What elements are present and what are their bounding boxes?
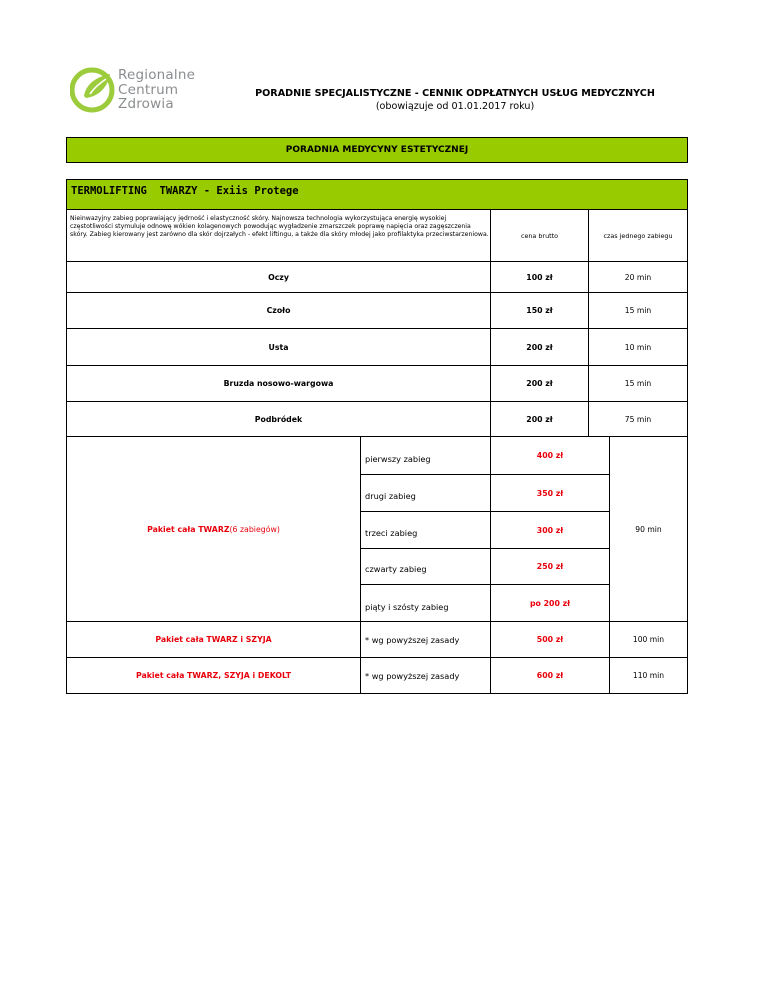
logo-line: Regionalne [118,67,196,83]
leaf-logo-icon [70,66,118,114]
package-name [67,437,360,621]
treatment-price: 200 zł [526,342,553,352]
stage-price: 300 zł [536,525,564,535]
stage-price: 350 zł [536,488,564,498]
logo-line: Zdrowia [118,96,174,112]
treatment-price: 200 zł [526,414,553,424]
document-subtitle: (obowiązuje od 01.01.2017 roku) [375,101,535,112]
service-description: Nieinwazyjny zabieg poprawiający jędrność i elastyczność skóry. Najnowsza technologia wykorzystująca energię wysokiej częstotliwości stymuluje odnowę wókien kolagenowych powodując wygładzenie zmarszczek poprawę napięcia oraz zagęszczenia skóry. Zabieg kierowany jest zarówno dla skór dojrzałych - efekt liftingu, a także dla skóry młodej jako profilaktyka przeciwstarzeniowa. [70,215,489,238]
column-header-price: cena brutto [520,231,559,240]
package-name: Pakiet cała TWARZ, SZYJA i DEKOLT [135,671,292,680]
treatment-name: Podbródek [254,414,303,424]
treatment-time: 20 min [624,272,652,282]
stage-label: piąty i szósty zabieg [365,602,449,612]
treatment-name: Usta [268,342,289,352]
treatment-name: Bruzda nosowo-wargowa [223,379,334,388]
package-note: * wg powyższej zasady [365,670,460,681]
treatment-time: 75 min [624,414,652,424]
stage-label: czwarty zabieg [365,564,427,574]
stage-label: trzeci zabieg [365,527,418,538]
service-heading: TERMOLIFTING TWARZY - Exiis Protege [66,179,688,210]
package-name: Pakiet cała TWARZ i SZYJA [155,635,272,644]
treatment-name: Czoło [266,306,291,315]
package-time: 110 min [632,671,665,680]
treatment-price: 150 zł [526,306,553,315]
stage-label: pierwszy zabieg [365,453,431,464]
package-price: 600 zł [536,671,564,680]
treatment-time: 15 min [624,379,652,388]
treatment-price: 200 zł [526,379,553,388]
column-header-time: czas jednego zabiegu [603,231,673,240]
package-name-bold: Pakiet cała TWARZ [147,524,230,534]
stage-price: 400 zł [536,451,564,460]
treatment-name: Oczy [268,272,289,282]
package-price: 500 zł [536,635,564,644]
package-name-detail: (6 zabiegów) [229,524,280,534]
package-note: * wg powyższej zasady [365,634,460,645]
package-time: 90 min [635,524,662,534]
department-heading: PORADNIA MEDYCYNY ESTETYCZNEJ [66,137,688,163]
stage-label: drugi zabieg [365,490,416,501]
stage-price: 250 zł [536,562,564,571]
stage-price: po 200 zł [529,598,571,608]
logo-line: Centrum [118,81,179,98]
treatment-time: 15 min [624,306,652,315]
package-time: 100 min [632,635,665,644]
treatment-price: 100 zł [526,272,553,282]
treatment-time: 10 min [624,342,652,352]
document-title: PORADNIE SPECJALISTYCZNE - CENNIK ODPŁATNYCH USŁUG MEDYCZNYCH [255,88,655,99]
